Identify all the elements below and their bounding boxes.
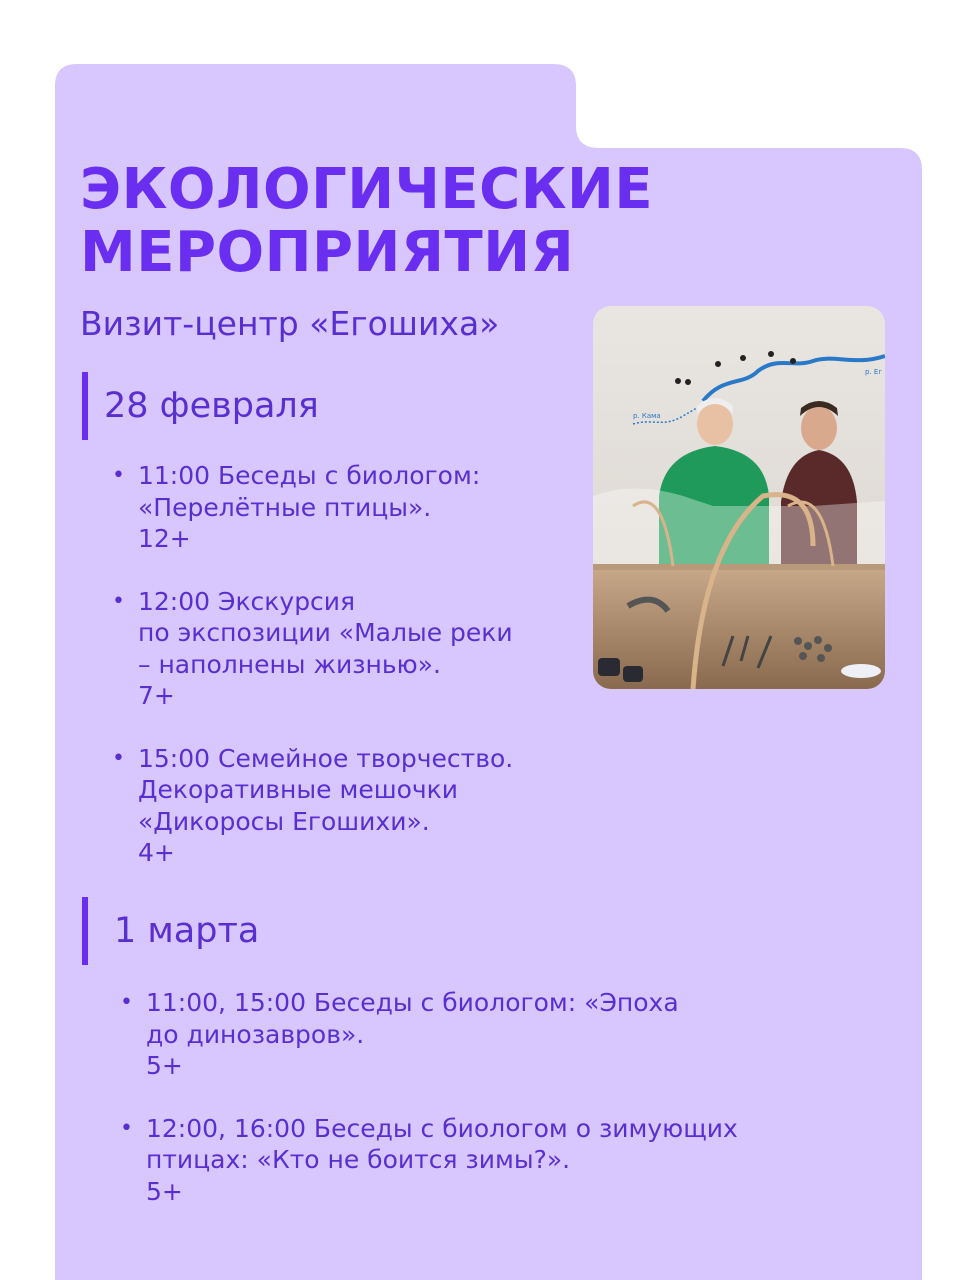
event-title: 12:00 Экскурсия по экспозиции «Малые реки – наполнены жизнью». xyxy=(138,586,513,679)
event-title: 15:00 Семейное творчество. Декоративные мешочки «Дикоросы Егошихи». xyxy=(138,743,514,836)
list-item xyxy=(112,460,582,555)
venue-subtitle: Визит-центр «Егошиха» xyxy=(80,304,500,343)
title-line-2: МЕРОПРИЯТИЯ xyxy=(80,220,575,285)
bullet-icon: • xyxy=(112,588,125,614)
event-age: 5+ xyxy=(146,1051,183,1080)
list-item xyxy=(120,1113,840,1208)
event-title: 11:00, 15:00 Беседы с биологом: «Эпоха до динозавров». xyxy=(146,988,679,1049)
event-title: 12:00, 16:00 Беседы с биологом о зимующих птицах: «Кто не боится зимы?». xyxy=(146,1113,738,1174)
event-age: 5+ xyxy=(146,1176,183,1206)
exhibit-photo xyxy=(593,306,885,689)
title-line-1: ЭКОЛОГИЧЕСКИЕ xyxy=(80,157,654,222)
list-item xyxy=(112,586,582,712)
bullet-icon: • xyxy=(120,1115,133,1141)
list-item xyxy=(112,743,582,869)
page-title xyxy=(80,158,720,284)
event-age: 7+ xyxy=(138,681,175,710)
bullet-icon: • xyxy=(120,990,133,1015)
event-age: 4+ xyxy=(138,838,175,867)
event-list-feb-28 xyxy=(112,460,582,869)
event-title: 11:00 Беседы с биологом: «Перелётные птицы». xyxy=(138,461,481,522)
date-heading-feb-28 xyxy=(82,372,319,440)
date-heading-mar-1 xyxy=(82,897,259,965)
event-list-mar-1 xyxy=(120,987,840,1207)
event-age: 12+ xyxy=(138,524,191,553)
list-item xyxy=(120,987,840,1082)
date-text: 28 февраля xyxy=(104,386,319,426)
map-label-2: р. Ег xyxy=(865,368,882,376)
map-label-1: р. Кама xyxy=(633,412,661,420)
photo-exhibit-two-men-icon xyxy=(593,306,885,689)
bullet-icon: • xyxy=(112,463,125,488)
date-text: 1 марта xyxy=(114,911,260,951)
bullet-icon: • xyxy=(112,745,125,771)
